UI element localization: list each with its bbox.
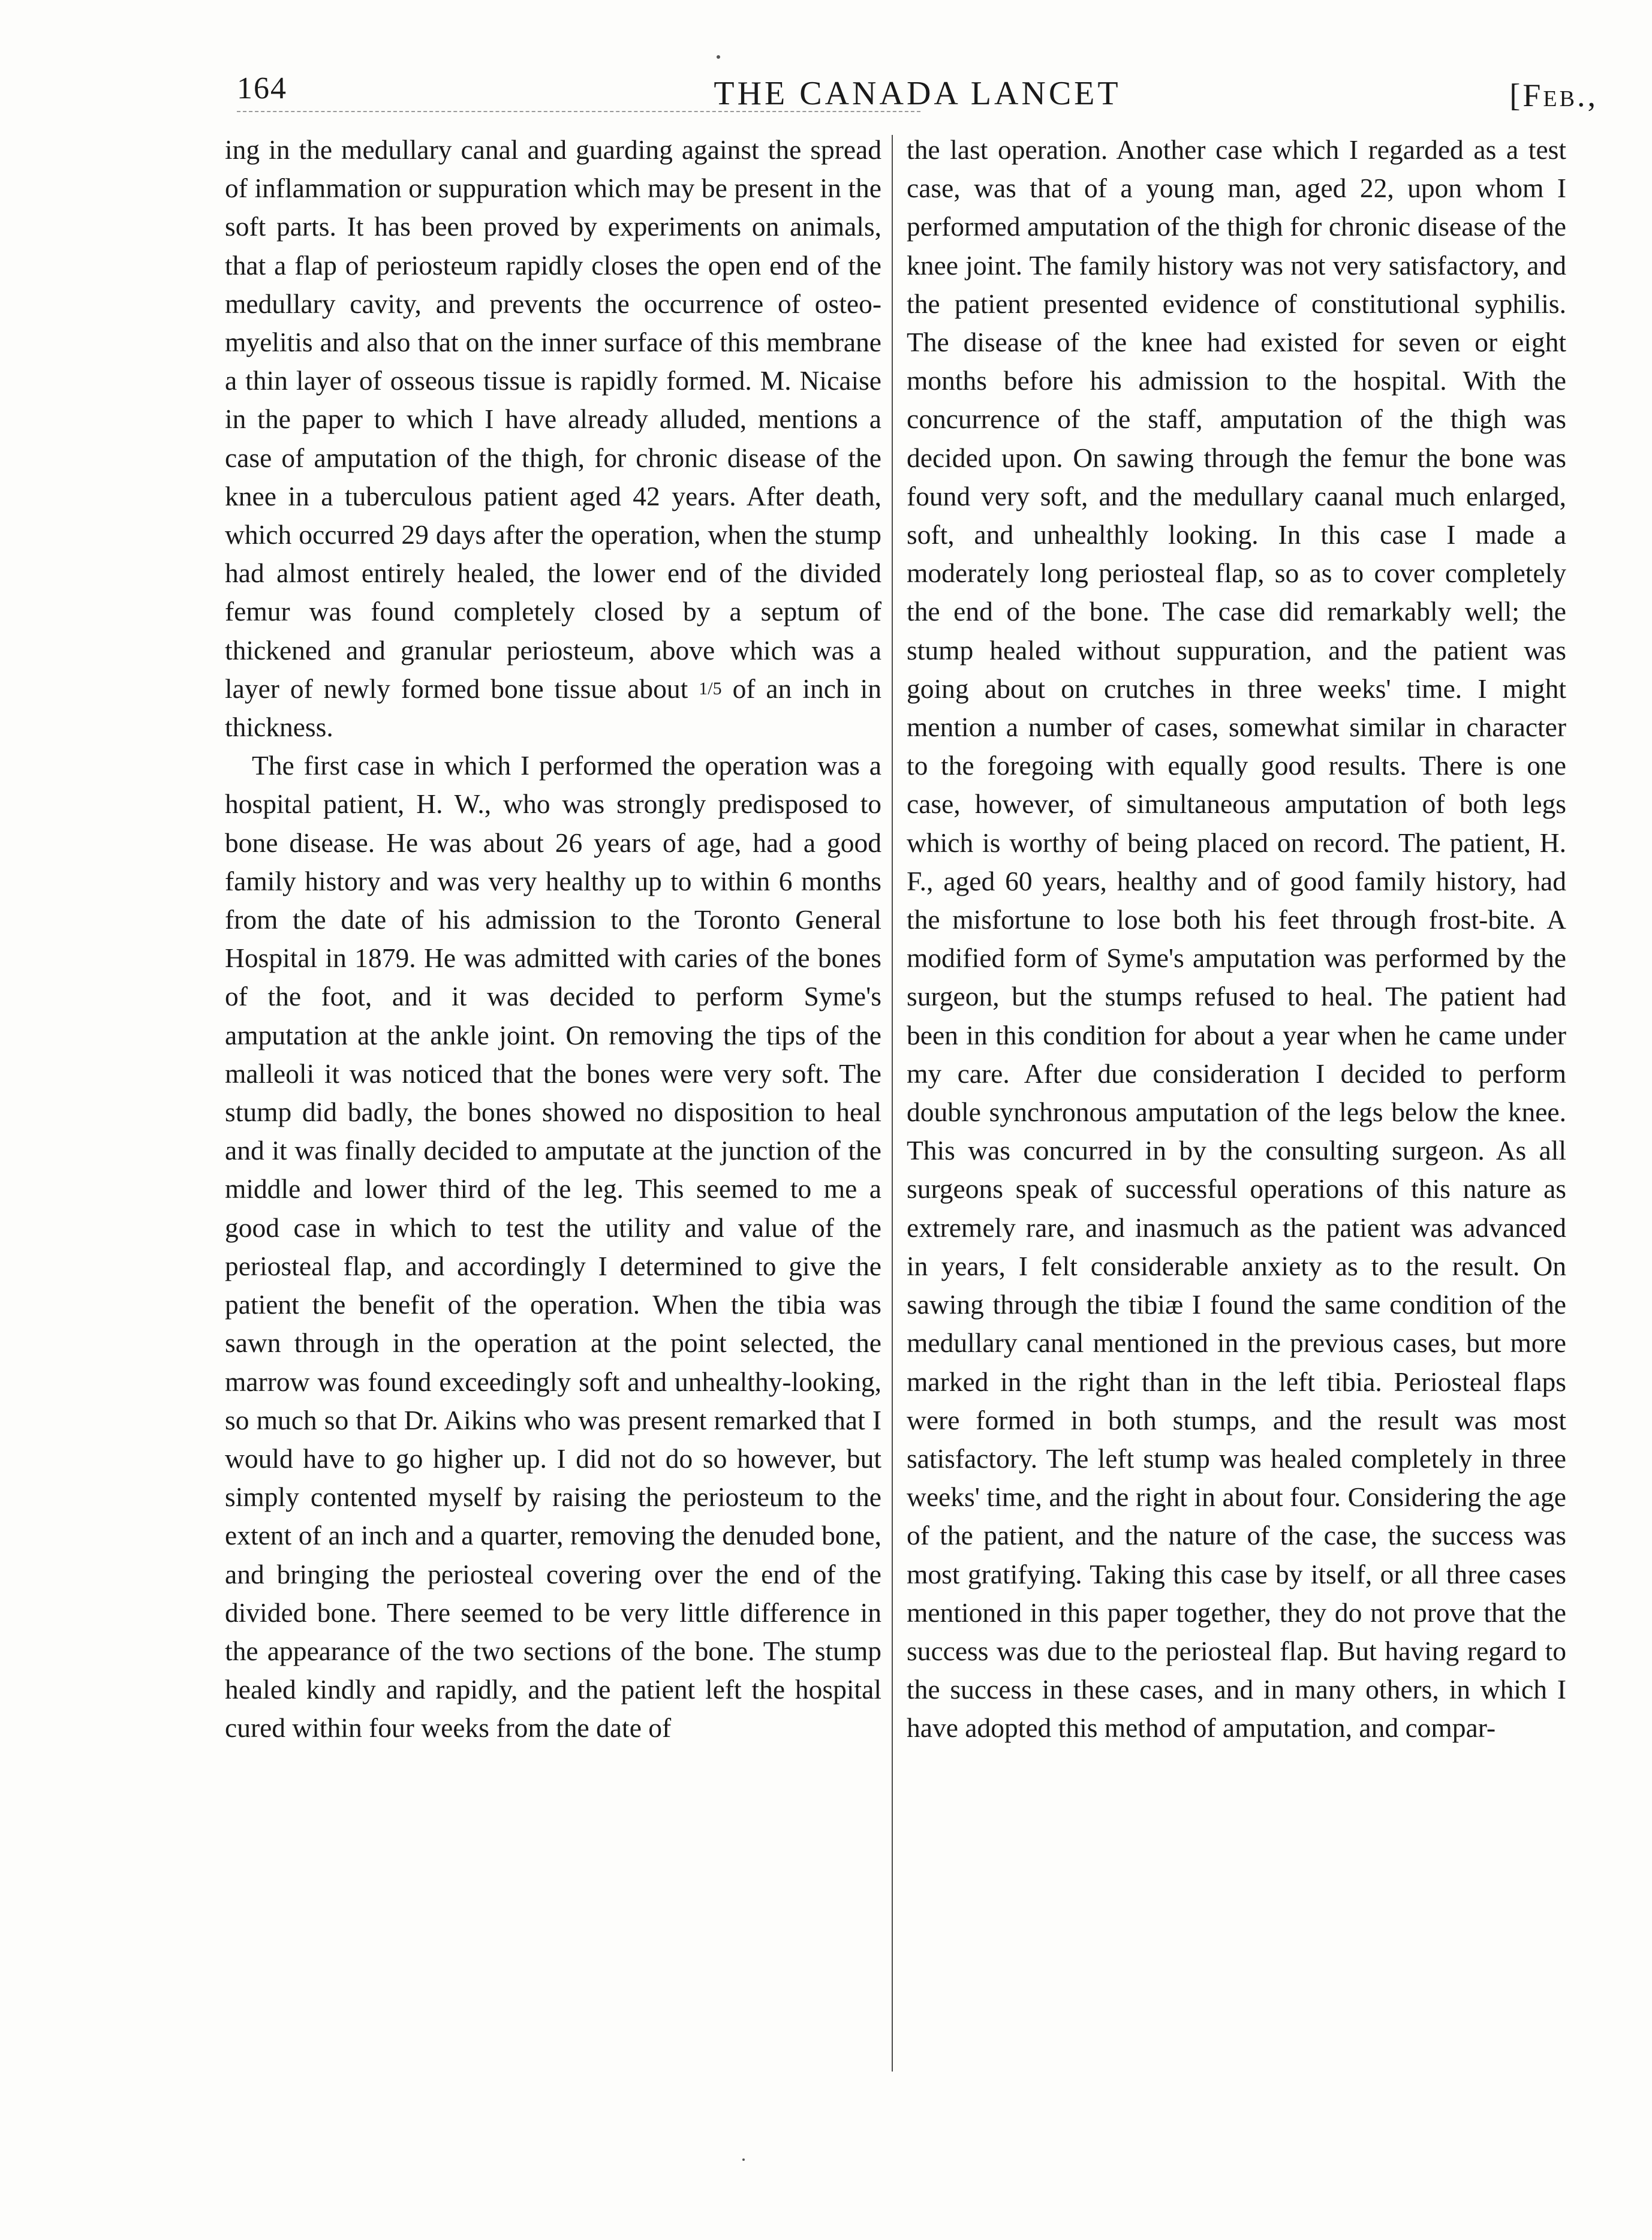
right-paragraph-continued: the last operation. Another case which I regarded as a test case, was that of a young man, aged 22, upon whom I performed amputation of the thigh for chronic disease of the knee joint. The family history was not very satisfactory, and the patient presented evidence of constitutional syphilis. The disease of the knee had existed for seven or eight months before his admission to the hospital. With the concurrence of the staff, amputation of the thigh was decided upon. On sawing through the femur the bone was found very soft, and the medullary caanal much enlarged, soft, and unhealthly looking. In this case I made a moderately long periosteal flap, so as to cover completely the end of the bone. The case did remarkably well; the stump healed without suppuration, and the patient was going about on crutches in three weeks' time. I might mention a number of cases, somewhat similar in character to the foregoing with equally good results. There is one case, however, of simultaneous amputation of both legs which is worthy of being placed on record. The patient, H. F., aged 60 years, healthy and of good family history, had the misfortune to lose both his feet through frost-bite. A modified form of Syme's amputation was performed by the surgeon, but the stumps refused to heal. The patient had been in this condition for about a year when he came under my care. After due consideration I decided to perform double synchronous amputation of the legs below the knee. This was concurred in by the consulting surgeon. As all surgeons speak of successful operations of this nature as extremely rare, and inasmuch as the patient was advanced in years, I felt considerable anxiety as to the result. On sawing through the tibiæ I found the same condition of the medullary canal mentioned in the previous cases, but more marked in the right than in the left tibia. Periosteal flaps were formed in both stumps, and the result was most satisfactory. The left stump was healed completely in three weeks' time, and the right in about four. Considering the age of the patient, and the nature of the case, the success was most gratifying. Taking this case by itself, or all three cases mentioned in this paper together, they do not prove that the success was due to the periosteal flap. But having regard to the success in these cases, and in many others, in which I have adopted this method of amputation, and compar- [907, 134, 1566, 1744]
left-paragraph-continued [225, 131, 881, 746]
fraction-one-fifth: 1/5 [699, 678, 722, 699]
page-number: 164 [237, 71, 287, 106]
page-header [237, 71, 1598, 125]
left-paragraph-1-end: of an inch in thickness. [225, 673, 881, 743]
left-column [225, 131, 881, 1748]
left-paragraph-first-case: The first case in which I performed the operation was a hospital patient, H. W., who was strongly predisposed to bone disease. He was about 26 years of age, had a good family history and was very healthy up to within 6 months from the date of his admission to the Toronto General Hospital in 1879. He was admitted with caries of the bones of the foot, and it was decided to perform Syme's amputation at the ankle joint. On removing the tips of the malleoli it was noticed that the bones were very soft. The stump did badly, the bones showed no disposition to heal and it was finally decided to amputate at the junction of the middle and lower third of the leg. This seemed to me a good case in which to test the utility and value of the periosteal flap, and accordingly I determined to give the patient the benefit of the operation. When the tibia was sawn through in the operation at the point selected, the marrow was found exceedingly soft and unhealthy-looking, so much so that Dr. Aikins who was present remarked that I would have to go higher up. I did not do so however, but simply contented myself by raising the periosteum to the extent of an inch and a quarter, removing the denuded bone, and bringing the periosteal covering over the end of the divided bone. There seemed to be very little difference in the appearance of the two sections of the bone. The stump healed kindly and rapidly, and the patient left the hospital cured within four weeks from the date of [225, 750, 881, 1744]
header-rule [237, 111, 920, 112]
scan-speck [742, 2158, 745, 2161]
column-divider [892, 135, 893, 2072]
scan-speck [717, 55, 720, 59]
right-column [907, 131, 1566, 1748]
left-paragraph-1-text: ing in the medullary canal and guarding against the spread of inflammation or suppuration which may be present in the soft parts. It has been proved by experiments on animals, that a flap of periosteum rapidly closes the open end of the medullary cavity, and prevents the occurrence of osteo-myelitis and also that on the inner surface of this membrane a thin layer of osseous tissue is rapidly formed. M. Nicaise in the paper to which I have already alluded, mentions a case of amputation of the thigh, for chronic disease of the knee in a tuberculous patient aged 42 years. After death, which occurred 29 days after the operation, when the stump had almost entirely healed, the lower end of the divided femur was found completely closed by a septum of thickened and granular periosteum, above which was a layer of newly formed bone tissue about [225, 134, 881, 704]
running-date: [Feb., [1509, 77, 1598, 113]
running-title: THE CANADA LANCET [714, 75, 1121, 112]
